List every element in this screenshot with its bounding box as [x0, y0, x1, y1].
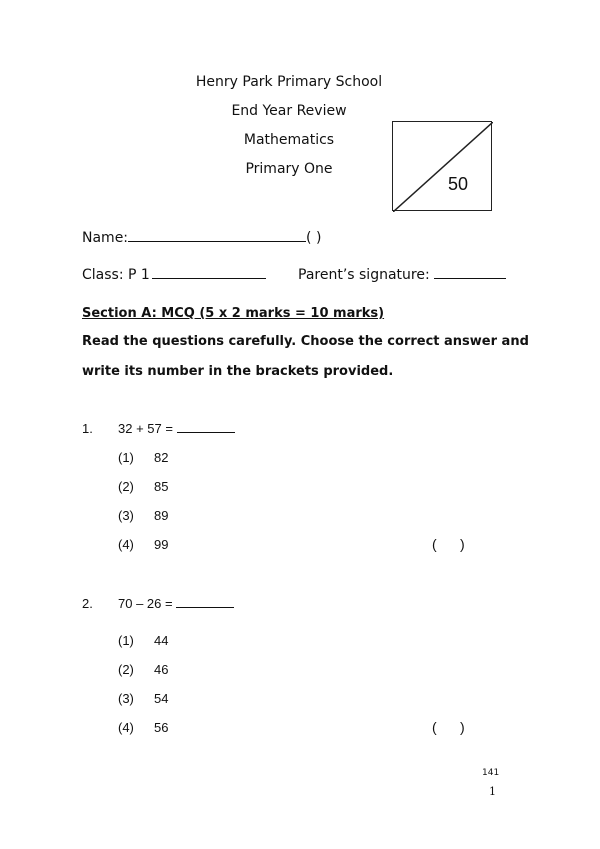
option-value: 44 — [154, 633, 169, 648]
question-2-blank — [176, 597, 234, 608]
question-1-text — [118, 421, 235, 436]
instruction-line-1: Read the questions carefully. Choose the correct answer and — [82, 334, 529, 349]
signature-row — [298, 266, 506, 283]
question-2-option-4[interactable] — [118, 720, 168, 735]
school-name: Henry Park Primary School — [195, 74, 383, 90]
question-2-answer-bracket[interactable]: ( ) — [432, 719, 465, 735]
question-1-answer-bracket[interactable]: ( ) — [432, 536, 465, 552]
option-value: 89 — [154, 508, 169, 523]
score-box-diagonal — [393, 122, 493, 212]
option-label: (1) — [118, 633, 134, 648]
question-2-text — [118, 596, 234, 611]
question-1-expression: 32 + 57 = — [118, 421, 173, 436]
option-label: (3) — [118, 691, 134, 706]
total-marks: 50 — [448, 174, 469, 194]
question-1-option-3[interactable] — [118, 508, 168, 523]
option-value: 54 — [154, 691, 169, 706]
option-label: (3) — [118, 508, 134, 523]
name-input-line[interactable] — [128, 229, 306, 242]
level-title: Primary One — [245, 161, 333, 177]
instruction-line-2: write its number in the brackets provided. — [82, 364, 394, 379]
question-2-expression: 70 – 26 = — [118, 596, 173, 611]
option-value: 85 — [154, 479, 169, 494]
handwritten-mark: 141 — [482, 768, 500, 778]
section-title: Section A: MCQ (5 x 2 marks = 10 marks) — [82, 306, 385, 321]
question-2-option-2[interactable] — [118, 662, 168, 677]
question-1-number: 1. — [82, 421, 93, 436]
class-label: Class: P 1 — [82, 267, 150, 283]
question-1-blank — [177, 422, 235, 433]
option-label: (2) — [118, 479, 134, 494]
question-1-option-4[interactable] — [118, 537, 168, 552]
name-label: Name: — [82, 230, 129, 246]
option-value: 56 — [154, 720, 169, 735]
question-2-option-3[interactable] — [118, 691, 168, 706]
option-value: 82 — [154, 450, 169, 465]
question-1-option-2[interactable] — [118, 479, 168, 494]
option-label: (2) — [118, 662, 134, 677]
class-row — [82, 266, 266, 283]
exam-title: End Year Review — [231, 103, 347, 119]
class-input-line[interactable] — [152, 266, 266, 279]
question-2-number: 2. — [82, 596, 93, 611]
page-number: 1 — [489, 785, 496, 798]
option-label: (4) — [118, 720, 134, 735]
option-value: 46 — [154, 662, 169, 677]
score-box — [392, 121, 492, 211]
question-1-option-1[interactable] — [118, 450, 168, 465]
signature-label: Parent’s signature: — [298, 267, 430, 283]
signature-input-line[interactable] — [434, 266, 506, 279]
question-2-option-1[interactable] — [118, 633, 168, 648]
subject-title: Mathematics — [243, 132, 335, 148]
option-value: 99 — [154, 537, 169, 552]
option-label: (4) — [118, 537, 134, 552]
name-row — [82, 229, 321, 246]
option-label: (1) — [118, 450, 134, 465]
name-index-bracket: ( ) — [306, 230, 322, 246]
